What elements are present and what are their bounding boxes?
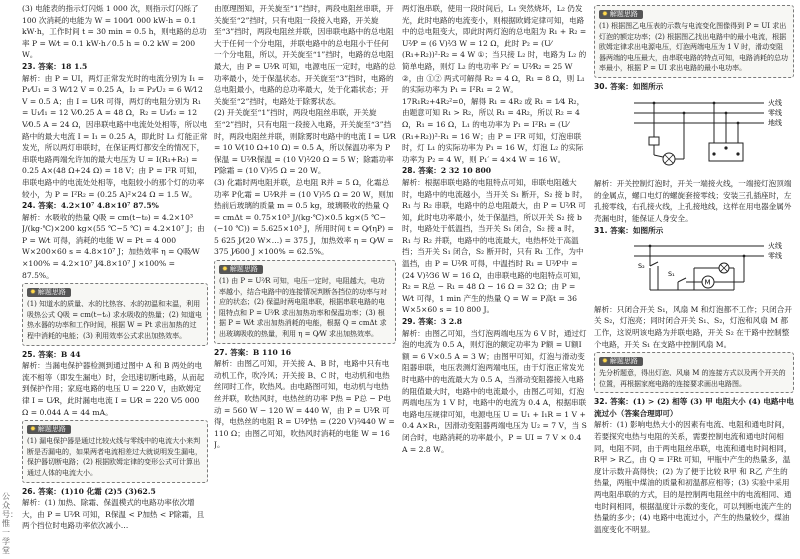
q32-label: 32. 答案： — [594, 397, 633, 407]
q28-explanation: 解析：根据串联电路的电阻特点可知，串联电阻越大时，电路中的电流越小，当开关 S₁ 断开，S₂ 接 b 时，R₁ 与 R₂ 串联，电路中的总电阻最大，由 P = U²⁄R 可知，此时电功率最小，处于保温挡，所以开关 S₂ 接 b 时，电路处于低温挡，当开关 S₁ 闭合，S₂ 接 a 时，R₁ 与 R₂ 并联，电路中的电流最大，电热杯处于高温挡；当开关 S₁ 闭合，S₂ 断开时，只有 R₁ 工作，为中温挡，由 P = U²⁄R 可得，中温挡时 R₁ = U²⁄P中 = (24 V)²⁄36 W = 16 Ω，由串联电路的电阻特点可知，R₂ = R总 − R₁ = 48 Ω − 16 Ω = 32 Ω；由 P = W⁄t 可得，1 min 产生的热量 Q = W = P高t = 36 W×5×60 s = 10 800 J。 — [402, 177, 588, 315]
tip-tag: ✹ 解题思路 — [219, 265, 263, 274]
tip-box-q31 — [594, 352, 794, 393]
tip-text: (1) 根据图乙电压表的示数与电流变化图像得到 P = UI 求出灯泡的额定功率；(2) 根据图乙找出电路中的最小电流，根据欧姆定律求出电源电压，灯泡两端电压为 1 V 时，滑动变阻器两端的电压最大，由串联电路的特点可知，电路消耗的总功率最小，根据 P = UI 求出电路的最小电功率。 — [599, 22, 788, 73]
q23-explanation: 解析：由 P = UI，两灯正常发光时的电流分别为 I₁ = P₁⁄U₁ = 3 W⁄12 V = 0.25 A，I₂ = P₂⁄U₂ = 6 W⁄12 V = 0.5 A；由 I = U⁄R 可得，两灯的电阻分别为 R₁ = U₁⁄I₁ = 12 V⁄0.25 A = 48 Ω，R₂ = U₂⁄I₂ = 12 V⁄0.5 A = 24 Ω，因串联电路中电流处处相等，所以电路中的最大电流 I = I₁ = 0.25 A，即此时 L₁ 灯能正常发光，所以两灯串联时，在保证两灯都安全的情况下，串联电路两端允许加的最大电压为 U = I(R₁+R₂) = 0.25 A×(48 Ω+24 Ω) = 18 V；由 P = I²R 可知，串联电路中的电流处处相等，电阻较小的那个灯的功率较小，为 P = I²R₂ = (0.25 A)²×24 Ω = 1.5 W。 — [22, 73, 208, 199]
tip-tag: ✹ 解题思路 — [599, 10, 643, 19]
q29-answer-line — [402, 316, 588, 328]
tip-tag: ✹ 解题思路 — [27, 288, 71, 297]
tip-text: (1) 由 P = U²⁄R 可知，电压一定时，电阻越大，电功率越小，结合电路中的连接情况判断各挡位的功率与对应的状态；(2) 保温时两电阻串联，根据串联电路的电阻特点和 P = U²⁄R 求出加热功率和保温功率；(3) 根据 P = W⁄t 求出加热消耗的电能，根据 Q = cmΔt 求出玻璃吸收的热量，利用 η = Q⁄W 求出加热效率。 — [219, 277, 387, 339]
q25-label: 25. 答案： — [22, 349, 61, 359]
fig2-label-s2: S₂ — [638, 262, 645, 271]
q27-explanation-cont-2: 17R₁R₂+4R₂²=0，解得 R₁ = 4R₂ 或 R₁ = 1⁄4 R₂，由题意可知 R₁ > R₂，所以 R₁ = 4R₂，所以 R₂ = 4 Ω，R₁ = 16 Ω，L₁ 的电功率为 P₁ = I²R₁ = (U⁄(R₁+R₂))²·R₁ = 16 W；由 P = I²R 可知，灯泡串联时，灯 L₁ 的实际功率为 P₁ = 16 W，灯泡 L₂ 的实际功率为 P₂ = 4 W，则 P₁′ = 4×4 W = 16 W。 — [402, 96, 585, 164]
q31-explanation: 解析：只闭合开关 S₁，风扇 M 和灯泡都不工作；只闭合开关 S₂，灯泡亮；同时闭合开关 S₁、S₂，灯泡和风扇 M 都工作，这说明该电路为并联电路，开关 S₂ 在干路中控制整个电路，开关 S₁ 在支路中控制风扇 M。 — [594, 304, 792, 349]
switch-box-icon — [649, 137, 659, 145]
q25-answer-line — [22, 349, 208, 361]
q24-answer: 4.2×10⁷ 4.8×10⁷ 87.5% — [60, 201, 159, 211]
q26-explanation-cont-3: (3) 化霜时两电阻并联，总电阻 R并 = 5 Ω，化霜总功率 P化霜 = U²⁄R并 = (10 V)²⁄5 Ω = 20 W，则加热前后玻璃的质量 m = 0.5 kg，玻璃吸收的热量 Q = cmΔt = 0.75×10³ J/(kg·℃)×0.5 kg×(5 ℃−(−10 ℃)) = 5.625×10³ J，所用时间 t = Q⁄(ηP) = 5 625 J⁄(20 W×…) = 375 J，加热效率 η = Q⁄W = 375 J⁄600 J ×100% = 62.5%。 — [214, 177, 394, 257]
q30-answer-line — [594, 81, 794, 93]
tip-tag: ✹ 解题思路 — [599, 357, 643, 366]
three-pin-socket-icon — [709, 143, 743, 161]
q26-label: 26. 答案： — [22, 486, 61, 496]
q23-answer: 18 1.5 — [60, 61, 88, 71]
q26-explanation-cont-1: 由原理图知，开关旋至“1”挡时，两段电阻丝串联，开关旋至“2”挡时，只有电阻一段接入电路，开关旋至“3”挡时，两段电阻丝并联，因串联电路中的总电阻大于任何一个分电阻，并联电路中的总电阻小于任何一个分电阻，所以，开关旋至“1”挡时，电路的总电阻最大，由 P = U²⁄R 可知，电源电压一定时，电路的总功率最小，处于保温状态。开关旋至“3”挡时，电路的总电阻最小，电路的总功率最大，处于化霜状态；开关旋至“2”挡时，电路处于除雾状态。 — [214, 4, 396, 106]
q27-label: 27. 答案： — [214, 347, 253, 357]
tip-box-q25 — [22, 420, 208, 482]
side-watermark: 公众号：惟一学堂 — [2, 492, 18, 555]
fig2-label-neutral: 零线 — [768, 252, 782, 261]
q26-answer: (1)10 化霜 (2)5 (3)62.5 — [60, 486, 156, 496]
q29-explanation: 解析：由图乙可知，当灯泡两端电压为 6 V 时，通过灯泡的电流为 0.5 A，则灯泡的额定功率为 P额 = U额I额 = 6 V×0.5 A = 3 W；由图甲可知，灯泡与滑动变阻器串联，电压表测灯泡两端电压，由于灯泡正常发光时电路中的电流最大为 0.5 A，当滑动变阻器接入电路的阻值最大时，电路中的电流最小，由图乙可知，灯泡两端电压为 1 V 时，电路中的电流为 0.4 A，根据串联电路电压规律可知，电源电压 U = U₁ + I₁R = 1 V + 0.4 A×R₁，因滑动变阻器两端电压为 U₂ = 7 V，当 S 闭合时，电路消耗的功率最小，P = UI = 7 V × 0.4 A = 2.8 W。 — [402, 328, 587, 454]
tip-box-q26 — [214, 260, 396, 344]
switch-s2-icon — [650, 262, 658, 266]
q31-answer: 如图所示 — [632, 225, 664, 235]
q28-answer: 2 32 10 800 — [440, 166, 492, 176]
q30-circuit-diagram — [594, 95, 794, 173]
q30-label: 30. 答案： — [594, 81, 633, 91]
q24-explanation: 解析：水吸收的热量 Q吸 = cm(t−t₀) = 4.2×10³ J/(kg·℃)×200 kg×(55 ℃−5 ℃) = 4.2×10⁷ J；由 P = W⁄t 可得，消耗的电能 W = Pt = 4 000 W×200×60 s = 4.8×10⁷ J；加热效率 η = Q吸⁄W ×100% = 4.2×10⁷ J⁄4.8×10⁷ J ×100% = 87.5%。 — [22, 212, 205, 280]
lightbulb-icon: ✹ — [30, 288, 36, 297]
q28-answer-line — [402, 165, 588, 177]
fig1-label-neutral: 零线 — [768, 108, 782, 117]
tip-box-q24 — [22, 283, 208, 345]
fig1-label-earth: 地线 — [768, 118, 782, 127]
q23-label: 23. 答案： — [22, 61, 61, 71]
lightbulb-icon: ✹ — [602, 357, 608, 366]
q30-answer: 如图所示 — [632, 81, 664, 91]
q25-explanation: 解析：当漏电保护器检测到通过图中 A 和 B 两处的电流不相等（即发生漏电）时，会迅速切断电路，从而起到保护作用；家庭电路的电压 U = 220 V，由欧姆定律 I = U⁄R，此时漏电电流 I = U⁄R = 220 V⁄5 000 Ω = 0.044 A = 44 mA。 — [22, 361, 205, 417]
q31-wiring-figure — [594, 238, 794, 302]
q26-answer-line — [22, 486, 208, 498]
tip-box-q29 — [594, 5, 794, 78]
q30-explanation: 解析：开关控制灯泡时，开关一端接火线，一端接灯泡顶端的金属点，螺口电灯的螺旋套接零线；安装三孔插座时，左孔接零线，右孔接火线，上孔接地线，这样在用电器金属外壳漏电时，能保证人身安全。 — [594, 179, 792, 223]
fig2-label-live: 火线 — [768, 242, 782, 251]
column-4 — [594, 3, 794, 555]
q31-answer-line — [594, 225, 794, 237]
lightbulb-icon: ✹ — [602, 10, 608, 18]
lightbulb-icon: ✹ — [222, 265, 228, 274]
q32-answer-line — [594, 396, 794, 419]
q32-answer: (1) > (2) 相等 (3) 甲 电阻大小 (4) 电路中电流过小（答案合理即可） — [594, 397, 794, 418]
fig2-label-motor: M — [704, 278, 711, 287]
q24-answer-line — [22, 200, 208, 212]
column-1 — [22, 3, 208, 555]
column-2 — [214, 3, 396, 555]
fig1-label-live: 火线 — [768, 98, 782, 107]
q29-label: 29. 答案： — [402, 317, 441, 327]
q23-answer-line — [22, 61, 208, 73]
tip-text: 先分析题意，得出灯泡、风扇 M 的连接方式以及两个开关的位置，再根据家庭电路的连接要求画出电路图。 — [599, 369, 786, 388]
q30-wiring-figure — [594, 95, 794, 177]
q24-label: 24. 答案： — [22, 201, 61, 211]
q27-explanation: 解析：由图乙可知，开关接 A、B 时，电路中只有电动机工作，吹冷风；开关接 B、C 时，电动机和电热丝同时工作，吹热风。由电路图可知，电动机与电热丝并联，吹热风时，电热丝的功率 P热 = P总 − P电动 = 560 W − 120 W = 440 W，由 P = U²⁄R 可得，电热丝的电阻 R = U²⁄P热 = (220 V)²⁄440 W = 110 Ω；由图乙可知，吹热风时消耗的电能 W = 16 J。 — [214, 359, 395, 450]
q32-explanation: 解析：(1) 影响电热大小的因素有电流、电阻和通电时间，若要探究电热与电阻的关系，需要控制电流和通电时间相同，电阻不同，由于两电阻丝串联，电流和通电时间相同，R甲 > R乙，由 Q = I²Rt 可知，甲瓶中产生的热量多，温度计示数升高得快；(2) 为了便于比较 R甲 和 R乙 产生的热量，两瓶中煤油的质量和初温都应相等；(3) 实验中采用两电阻串联的方式，目的是控制两电阻丝中的电流相同、通电时间相同，根据温度计示数的变化，可以判断电流产生的热量的多少；(4) 电路中电流过小，产生的热量较少，煤油温度变化不明显。 — [594, 420, 792, 534]
q22-continuation: (3) 电能表的指示灯闪烁 1 000 次，则指示灯闪烁了 100 次消耗的电能为 W = 100⁄1 000 kW·h = 0.1 kW·h，工作时间 t = 30 min = 0.5 h，则电路的总功率 P = W⁄t = 0.1 kW·h ⁄ 0.5 h = 0.2 kW = 200 W。 — [22, 4, 207, 60]
lightbulb-icon: ✹ — [30, 425, 36, 434]
q28-label: 28. 答案： — [402, 166, 441, 176]
tip-tag: ✹ 解题思路 — [27, 425, 71, 434]
q27-explanation-cont-1: 两灯泡串联，使用一段时间后，L₁ 突然烧坏，L₂ 仍发光，此时电路的电流变小，则根据欧姆定律可知，电路中的总电阻变大，即此时两灯泡的总电阻为 R₁ + R₂ = U²⁄P = (6 V)²⁄3 W = 12 Ω，此时 P₂ = (U⁄(R₁+R₂))²·R₂ = 4 W ①；当只接 L₂ 时，电路为 L₂ 的简单电路，则灯 L₂ 的电功率 P₂′ = U²⁄R₂ = 25 W ②，由 ①② 两式可解得 R₂ = 4 Ω，R₁ = 8 Ω，则 L₁ 的实际功率为 P₁ = I²R₁ = 2 W。 — [402, 4, 587, 95]
q25-answer: B 44 — [60, 349, 81, 359]
q27-answer: B 110 16 — [252, 347, 292, 357]
fig2-label-s1: S₁ — [668, 270, 675, 279]
tip-text: (1) 知道水的质量、水的比热容、水的初温和末温，利用吸热公式 Q吸 = cm(t−t₀) 求水吸收的热量；(2) 知道电热水器的功率和工作时间，根据 W = Pt 求出加热的过程中消耗的电能；(3) 利用效率公式求出加热效率。 — [27, 300, 202, 341]
q26-explanation: 解析：(1) 加热、除霜、保温模式的电路功率依次增大，由 P = U²⁄R 可知，R保温 < P加热 < P除霜，且两个挡位时电路功率依次减小… — [22, 498, 205, 531]
switch-s1-icon — [678, 278, 686, 282]
column-3 — [402, 3, 588, 555]
q29-answer: 3 2.8 — [440, 317, 463, 327]
tip-text: (1) 漏电保护器是通过比较火线与零线中的电流大小来判断是否漏电的，如果两者电流相差过大就说明发生漏电，保护器切断电路；(2) 根据欧姆定律的变形公式可计算出通过人体的电流大小。 — [27, 437, 202, 477]
q31-circuit-diagram — [594, 238, 794, 298]
q27-answer-line — [214, 347, 396, 359]
q26-explanation-cont-2: (2) 开关旋至“1”挡时，两段电阻丝串联，开关旋至“2”挡时，只有电阻一段接入电路，开关旋至“3”挡时，两段电阻丝并联，则除雾时电路中的电流 I = U⁄R = 10 V⁄(10 Ω+10 Ω) = 0.5 A，所以保温功率为 P保温 = U²⁄R保温 = (10 V)²⁄20 Ω = 5 W；除霜功率 P除霜 = (10 V)²⁄5 Ω = 20 W。 — [214, 108, 396, 176]
q31-label: 31. 答案： — [594, 225, 633, 235]
